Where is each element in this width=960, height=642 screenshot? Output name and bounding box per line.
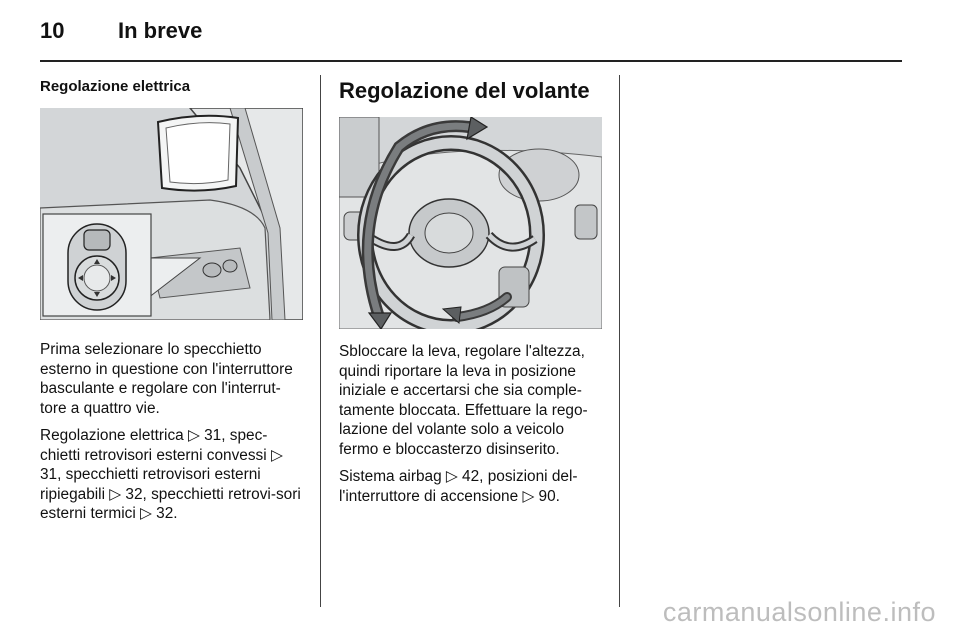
page-number: 10 xyxy=(40,18,65,43)
mirror-switch-illustration xyxy=(40,108,303,320)
steering-wheel-illustration xyxy=(339,117,602,329)
heading-steering-adjustment: Regolazione del volante xyxy=(339,78,590,103)
header-rule xyxy=(40,60,902,62)
paragraph-mirror-references: Regolazione elettrica ▷ 31, spec-chietti retrovisori esterni convessi ▷ 31, specchietti retrovisori esterni ripiegabili ▷ 32, specchietti retrovi-sori esterni termici ▷ 32. xyxy=(40,427,301,522)
right-column xyxy=(339,78,605,514)
subheading-electric-adjustment: Regolazione elettrica xyxy=(40,78,191,95)
left-column xyxy=(40,78,306,532)
watermark-text: carmanualsonline.info xyxy=(662,597,936,627)
section-title: In breve xyxy=(118,18,203,43)
column-divider-right xyxy=(619,75,620,607)
column-divider-left xyxy=(320,75,321,607)
paragraph-steering-references: Sistema airbag ▷ 42, posizioni del-l'interruttore di accensione ▷ 90. xyxy=(339,468,578,505)
paragraph-steering-instructions: Sbloccare la leva, regolare l'altezza, quindi riportare la leva in posizione iniziale e accertarsi che sia comple-tamente bloccata. Effettuare la rego-lazione del volante solo a veicolo fermo e bloccasterzo disinserito. xyxy=(339,343,588,458)
paragraph-mirror-selection: Prima selezionare lo specchietto esterno in questione con l'interruttore basculante e regolare con l'interrut-tore a quattro vie. xyxy=(40,341,293,417)
